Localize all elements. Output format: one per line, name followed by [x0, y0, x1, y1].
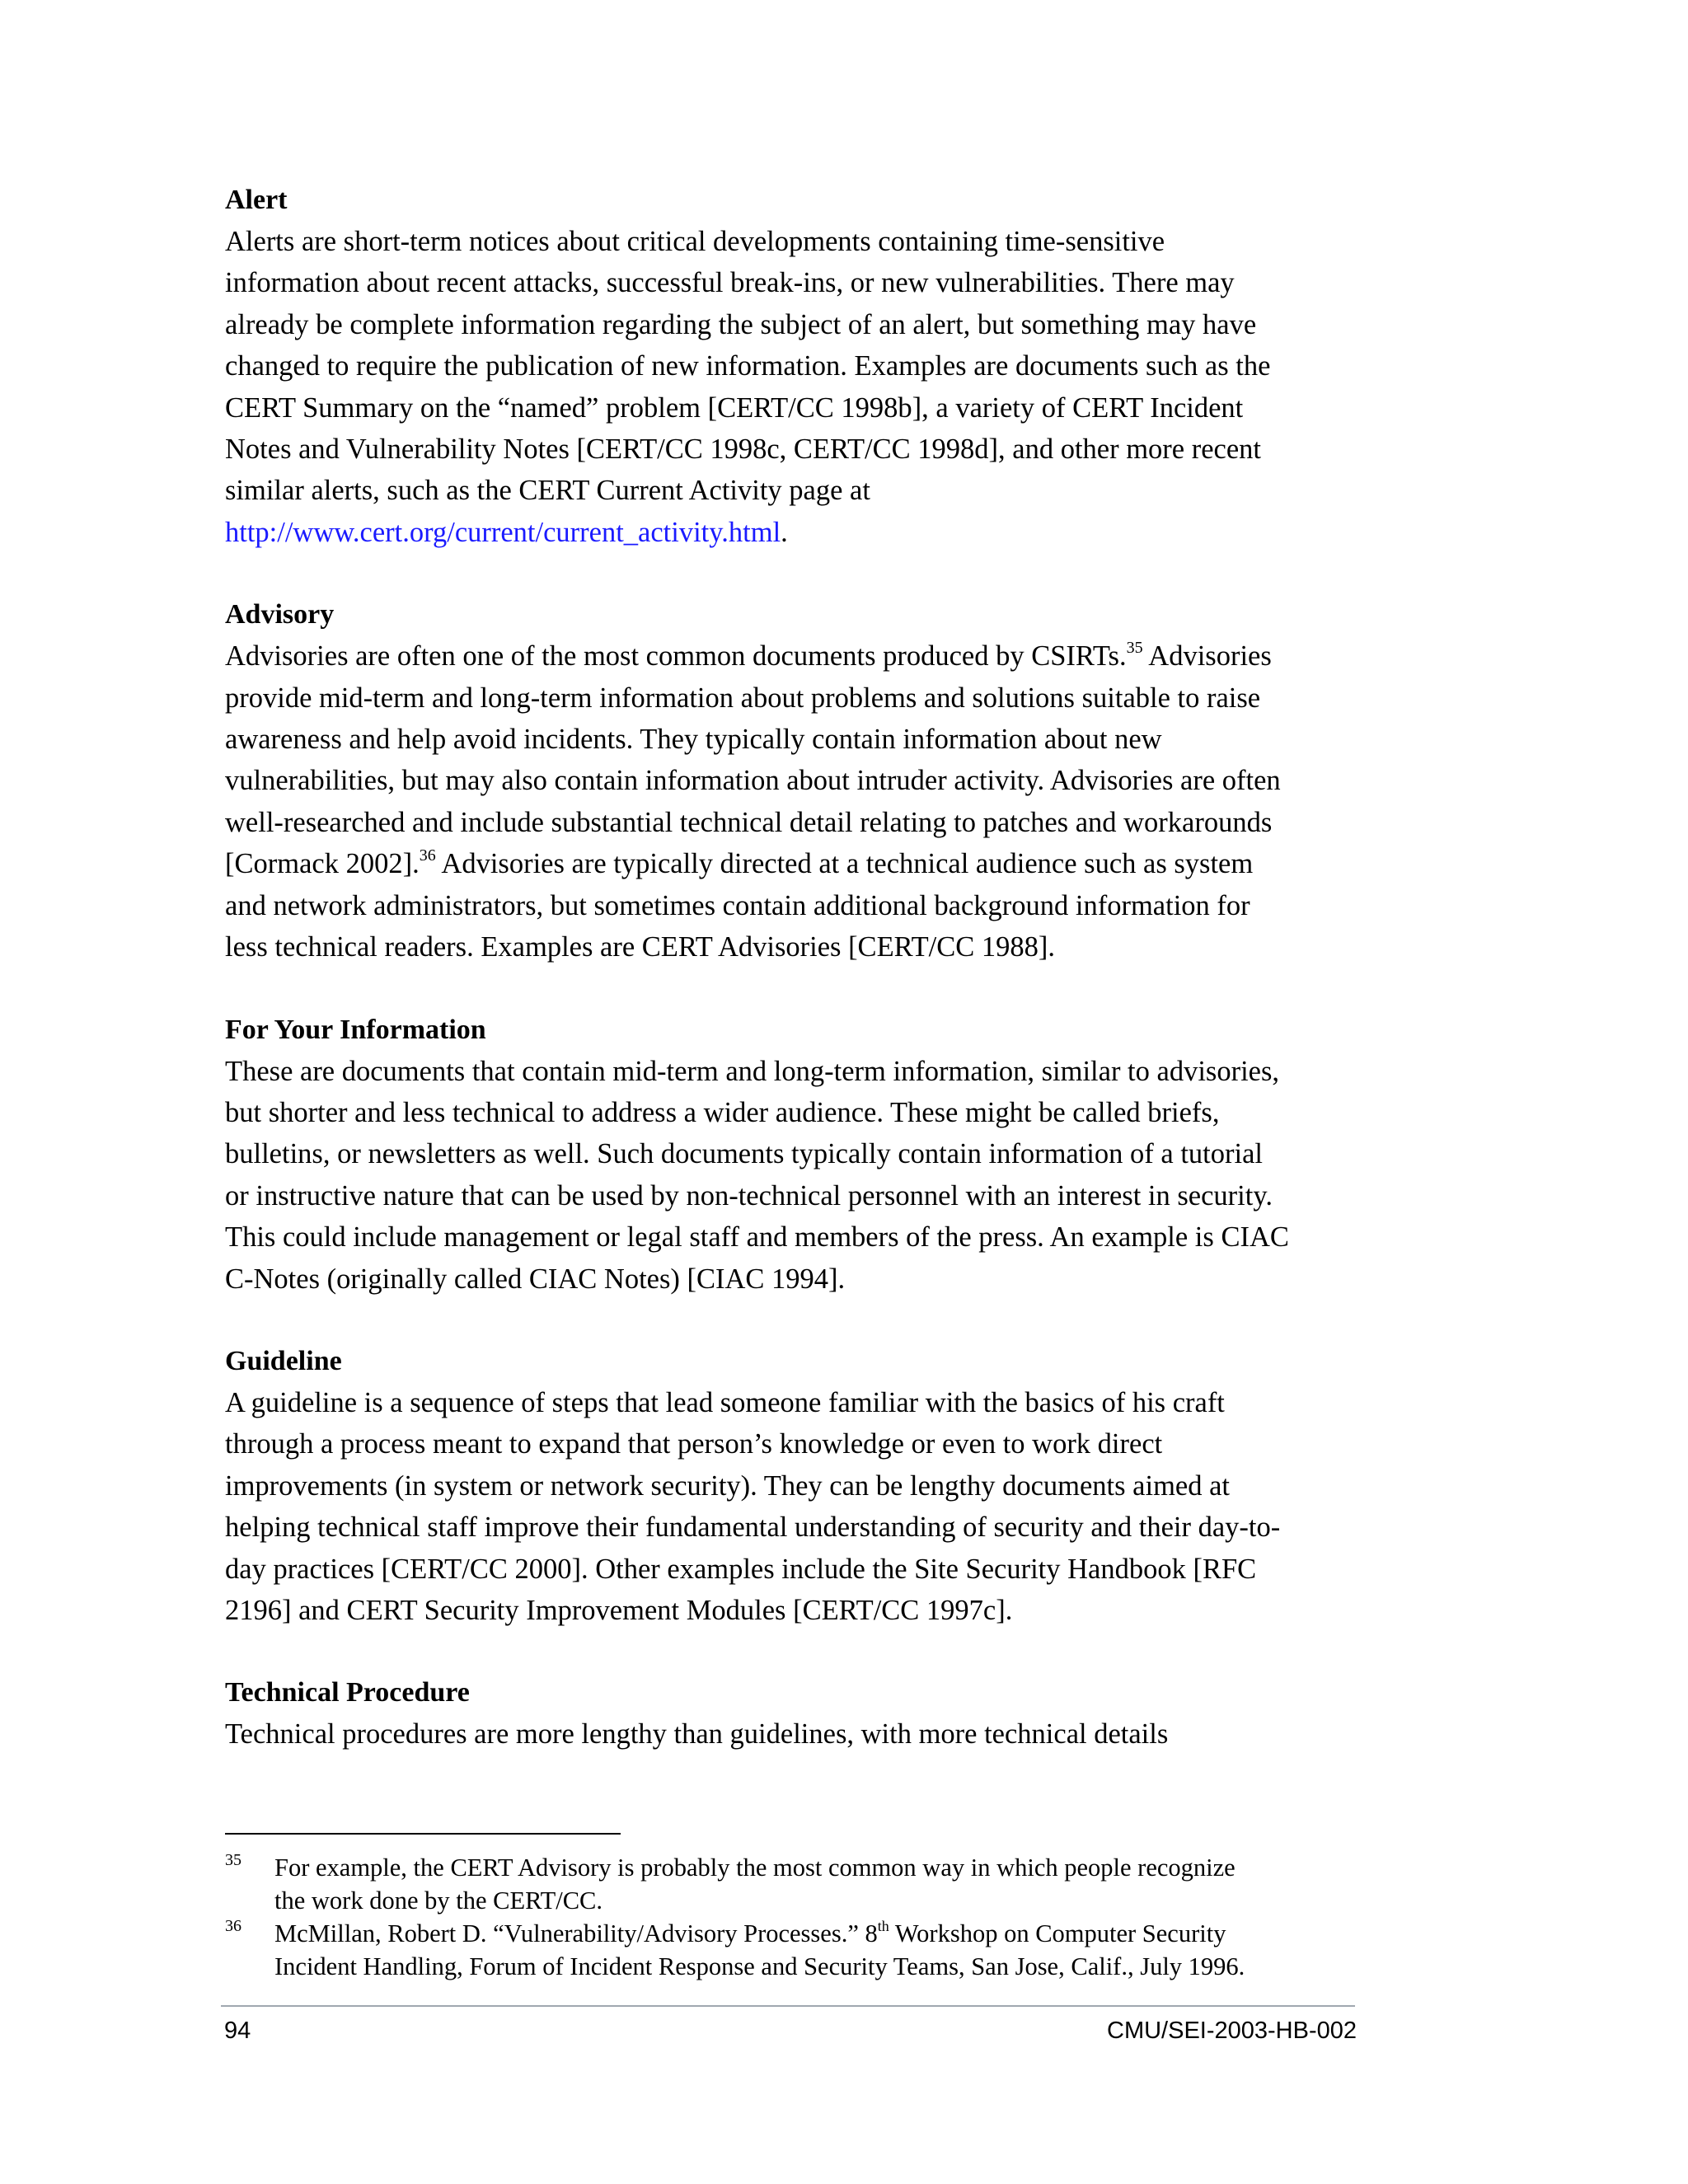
text-line: This could include management or legal staff and members of the press. An example is CIAC — [225, 1221, 1289, 1254]
text-line: vulnerabilities, but may also contain information about intruder activity. Advisories are often — [225, 765, 1281, 797]
footnote-line: Incident Handling, Forum of Incident Response and Security Teams, San Jose, Calif., July 1996. — [274, 1952, 1245, 1980]
current-activity-link[interactable]: http://www.cert.org/current/current_activity.html — [225, 516, 781, 548]
section-heading: Advisory — [225, 599, 335, 630]
section-paragraph — [225, 635, 1379, 968]
link-suffix: . — [781, 516, 788, 548]
text-line: 2196] and CERT Security Improvement Modules [CERT/CC 1997c]. — [225, 1594, 1013, 1626]
footnote-line: For example, the CERT Advisory is probably the most common way in which people recognize — [274, 1854, 1236, 1882]
text-line: A guideline is a sequence of steps that lead someone familiar with the basics of his craft — [225, 1386, 1225, 1418]
section-paragraph — [225, 221, 1379, 553]
text-line: similar alerts, such as the CERT Current Activity page at — [225, 475, 870, 507]
footnote-35 — [225, 1851, 1379, 1917]
text-line: Technical procedures are more lengthy than guidelines, with more technical details — [225, 1718, 1169, 1750]
text-fragment: Advisories are often one of the most common documents produced by CSIRTs. — [225, 640, 1127, 673]
footnote-ref-35[interactable]: 35 — [1126, 639, 1143, 658]
text-line — [225, 843, 1379, 884]
text-line — [225, 512, 1379, 553]
footnote-line — [274, 1917, 1379, 1950]
text-line: changed to require the publication of new information. Examples are documents such as the — [225, 350, 1271, 382]
text-line: already be complete information regarding the subject of an alert, but something may have — [225, 308, 1257, 340]
text-fragment: Advisories are typically directed at a technical audience such as system — [435, 848, 1254, 880]
text-line: provide mid-term and long-term information about problems and solutions suitable to raise — [225, 682, 1261, 714]
text-line: Alerts are short-term notices about critical developments containing time-sensitive — [225, 226, 1165, 257]
footnote-ref-36[interactable]: 36 — [419, 846, 436, 865]
text-line: C-Notes (originally called CIAC Notes) [CIAC 1994]. — [225, 1263, 846, 1295]
section-paragraph — [225, 1382, 1379, 1631]
text-line: helping technical staff improve their fundamental understanding of security and their day-to- — [225, 1511, 1281, 1544]
text-fragment: Advisories — [1142, 640, 1272, 673]
text-line — [225, 635, 1379, 677]
text-fragment: [Cormack 2002]. — [225, 848, 420, 880]
text-line: CERT Summary on the “named” problem [CERT/CC 1998b], a variety of CERT Incident — [225, 391, 1244, 424]
section-fyi — [225, 1010, 1379, 1300]
footnote-36 — [225, 1917, 1379, 1983]
text-line: but shorter and less technical to address a wider audience. These might be called briefs, — [225, 1096, 1220, 1128]
text-line: or instructive nature that can be used by non-technical personnel with an interest in security. — [225, 1179, 1273, 1212]
section-heading: Alert — [225, 185, 288, 215]
text-line: and network administrators, but sometimes contain additional background information for — [225, 889, 1250, 921]
text-line: bulletins, or newsletters as well. Such documents typically contain information of a tutorial — [225, 1138, 1263, 1170]
section-alert — [225, 180, 1379, 553]
section-heading: For Your Information — [225, 1014, 486, 1045]
ordinal-suffix: th — [877, 1918, 889, 1934]
text-line: awareness and help avoid incidents. They typically contain information about new — [225, 724, 1162, 756]
section-paragraph — [225, 1051, 1379, 1300]
text-line: through a process meant to expand that person’s knowledge or even to work direct — [225, 1428, 1163, 1460]
text-line: day practices [CERT/CC 2000]. Other examples include the Site Security Handbook [RFC — [225, 1553, 1257, 1585]
text-line: Notes and Vulnerability Notes [CERT/CC 1998c, CERT/CC 1998d], and other more recent — [225, 434, 1261, 466]
section-technical-procedure — [225, 1672, 1379, 1755]
document-id: CMU/SEI-2003-HB-002 — [1107, 2018, 1357, 2044]
page-footer — [223, 2014, 1357, 2047]
footer-divider — [221, 2005, 1355, 2007]
footnotes — [225, 1851, 1379, 1983]
text-line: information about recent attacks, successful break-ins, or new vulnerabilities. There may — [225, 267, 1235, 299]
text-line: less technical readers. Examples are CERT Advisories [CERT/CC 1988]. — [225, 931, 1056, 963]
section-heading: Guideline — [225, 1345, 342, 1376]
section-paragraph — [225, 1713, 1379, 1755]
text-line: improvements (in system or network security). They can be lengthy documents aimed at — [225, 1469, 1231, 1502]
section-advisory — [225, 594, 1379, 968]
body-content — [225, 180, 1379, 1797]
footnote-number: 36 — [225, 1917, 241, 1935]
footnote-line: the work done by the CERT/CC. — [274, 1886, 603, 1915]
text-line: These are documents that contain mid-term and long-term information, similar to advisories, — [225, 1055, 1280, 1087]
section-heading: Technical Procedure — [225, 1677, 470, 1708]
footnote-separator — [225, 1833, 621, 1835]
page-number: 94 — [224, 2018, 251, 2044]
section-guideline — [225, 1341, 1379, 1631]
text-fragment: Workshop on Computer Security — [889, 1919, 1226, 1947]
footnote-number: 35 — [225, 1851, 241, 1869]
text-line: well-researched and include substantial technical detail relating to patches and workarounds — [225, 806, 1273, 838]
text-fragment: McMillan, Robert D. “Vulnerability/Advisory Processes.” 8 — [274, 1919, 878, 1947]
